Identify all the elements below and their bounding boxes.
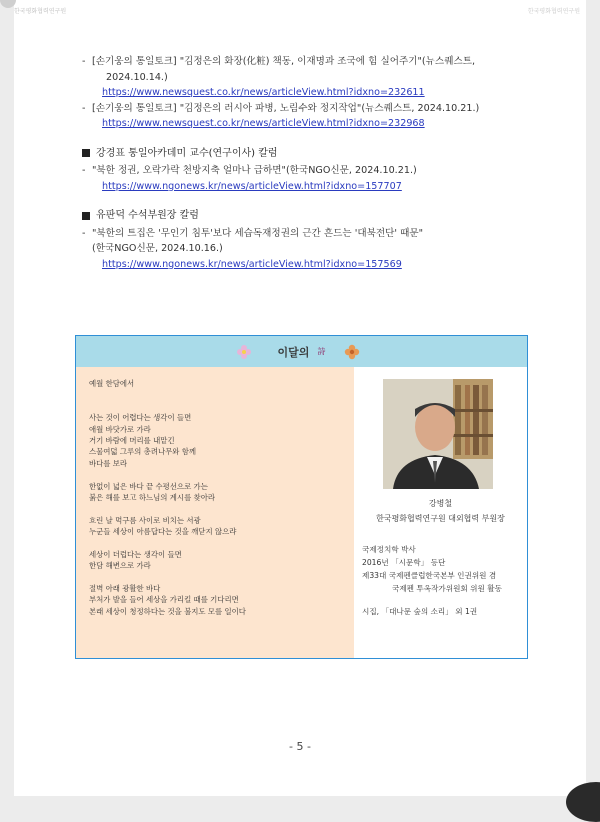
poem-line: 사는 것이 어렵다는 생각이 들면 xyxy=(89,413,192,423)
poem-header-title: 이달의 xyxy=(277,345,310,359)
poem-line: 절벽 아래 광활한 바다 xyxy=(89,584,161,594)
reference-date: 2024.10.14.) xyxy=(106,71,168,83)
bio-line: 2016년 「시문학」 등단 xyxy=(362,558,446,567)
flower-icon xyxy=(236,344,252,360)
poem-stanza-gap xyxy=(89,469,246,480)
reference-link[interactable]: https://www.ngonews.kr/news/articleView.html?idxno=157707 xyxy=(102,180,402,192)
reference-link[interactable]: https://www.ngonews.kr/news/articleView.html?idxno=157569 xyxy=(102,258,402,270)
author-bio xyxy=(362,543,502,618)
bio-line: 국제펜 투옥작가위원회 위원 활동 xyxy=(392,584,502,593)
square-bullet-icon xyxy=(82,212,90,220)
reference-text: "북한의 트집은 '무인기 침투'보다 세습독재정권의 근간 흔드는 '대북전단' 때문" xyxy=(92,227,424,239)
poem-line: 흐린 날 먹구름 사이로 비치는 서광 xyxy=(89,515,201,525)
reference-link[interactable]: https://www.newsquest.co.kr/news/articleView.html?idxno=232611 xyxy=(102,87,425,98)
group-title xyxy=(82,208,552,224)
group-title-text: 강경표 통일아카데미 교수(연구이사) 칼럼 xyxy=(96,147,278,159)
poem-line: 거기 바람에 머리를 내맡긴 xyxy=(89,435,175,445)
author-panel xyxy=(354,367,527,658)
poem-box xyxy=(75,335,528,659)
dash-bullet: - xyxy=(82,165,86,176)
group-title-text: 유판덕 수석부원장 칼럼 xyxy=(96,210,199,221)
poem-line: 예월 한담에서 xyxy=(89,379,135,388)
poem-line: 본래 세상이 청정하다는 것을 불지도 모를 일이다 xyxy=(89,606,246,616)
poem-line: 한없이 넓은 바다 끝 수평선으로 가는 xyxy=(89,481,208,491)
reference-item xyxy=(82,101,552,132)
poem-line: 한담 해변으로 가라 xyxy=(89,561,151,571)
column-group xyxy=(82,208,552,272)
header-left: 한국평화협력연구원 xyxy=(14,8,67,15)
reference-item xyxy=(82,163,552,194)
poem-line: 스물여덟 그루의 총려나무와 함께 xyxy=(89,447,197,457)
reference-text: "북한 정권, 오락가락 천방지축 얼마나 급하면"(한국NGO신문, 2024.10.21.) xyxy=(92,165,417,176)
poem-line: 누군들 세상이 아름답다는 것을 깨닫지 않으랴 xyxy=(89,527,237,537)
dash-bullet: - xyxy=(82,56,86,67)
poem-stanza-gap xyxy=(89,572,246,583)
reference-link[interactable]: https://www.newsquest.co.kr/news/articleView.html?idxno=232968 xyxy=(102,118,425,129)
poem-stanza-gap xyxy=(89,389,246,400)
poem-line: 애월 바닷가로 가라 xyxy=(89,424,151,434)
header-right: 한국평화협력연구원 xyxy=(527,8,580,15)
author-name: 강병철 xyxy=(428,499,453,508)
poem-header xyxy=(76,336,527,367)
square-bullet-icon xyxy=(82,149,90,157)
poem-line: 부처가 발을 들어 세상을 가리킬 때를 기다리면 xyxy=(89,595,239,605)
bio-line: 제33대 국제펜클럽한국본부 인권위원 겸 xyxy=(362,571,497,580)
poem-header-sub: 詩 xyxy=(317,347,326,356)
column-group xyxy=(82,146,552,195)
document-page xyxy=(14,0,586,796)
reference-text-cont: (한국NGO신문, 2024.10.16.) xyxy=(92,243,223,254)
poem-line: 세상이 더럽다는 생각이 들면 xyxy=(89,549,182,559)
poem-stanza-gap xyxy=(89,401,246,412)
dash-bullet: - xyxy=(82,102,86,114)
reference-text: [손기웅의 통일토크] "김정은의 러시아 파병, 노림수와 정지작업"(뉴스퀘스트, 2024.10.21.) xyxy=(92,102,480,114)
poem-text xyxy=(89,378,246,617)
group-title xyxy=(82,146,552,162)
bio-line: 국제정치학 박사 xyxy=(362,545,416,554)
author-title: 한국평화협력연구원 대외협력 부원장 xyxy=(376,514,505,523)
flower-icon xyxy=(344,344,360,360)
reference-item xyxy=(82,54,552,101)
poem-panel xyxy=(76,367,354,658)
poem-stanza-gap xyxy=(89,503,246,514)
author-photo xyxy=(383,379,493,489)
poem-stanza-gap xyxy=(89,537,246,548)
reference-list xyxy=(82,54,552,272)
page-number: - 5 - xyxy=(289,740,311,753)
reference-item xyxy=(82,226,552,273)
dash-bullet: - xyxy=(82,227,86,239)
poem-line: 붉은 해를 보고 하느님의 계시를 찾아라 xyxy=(89,492,215,502)
reference-text: [손기웅의 통일토크] "김정은의 화장(化粧) 책동, 이재명과 조국에 힘 실어주기"(뉴스퀘스트, xyxy=(92,56,476,67)
poem-line: 바다를 보라 xyxy=(89,458,128,468)
bio-line: 시집, 「대나문 숲의 소리」 외 1권 xyxy=(362,607,478,616)
